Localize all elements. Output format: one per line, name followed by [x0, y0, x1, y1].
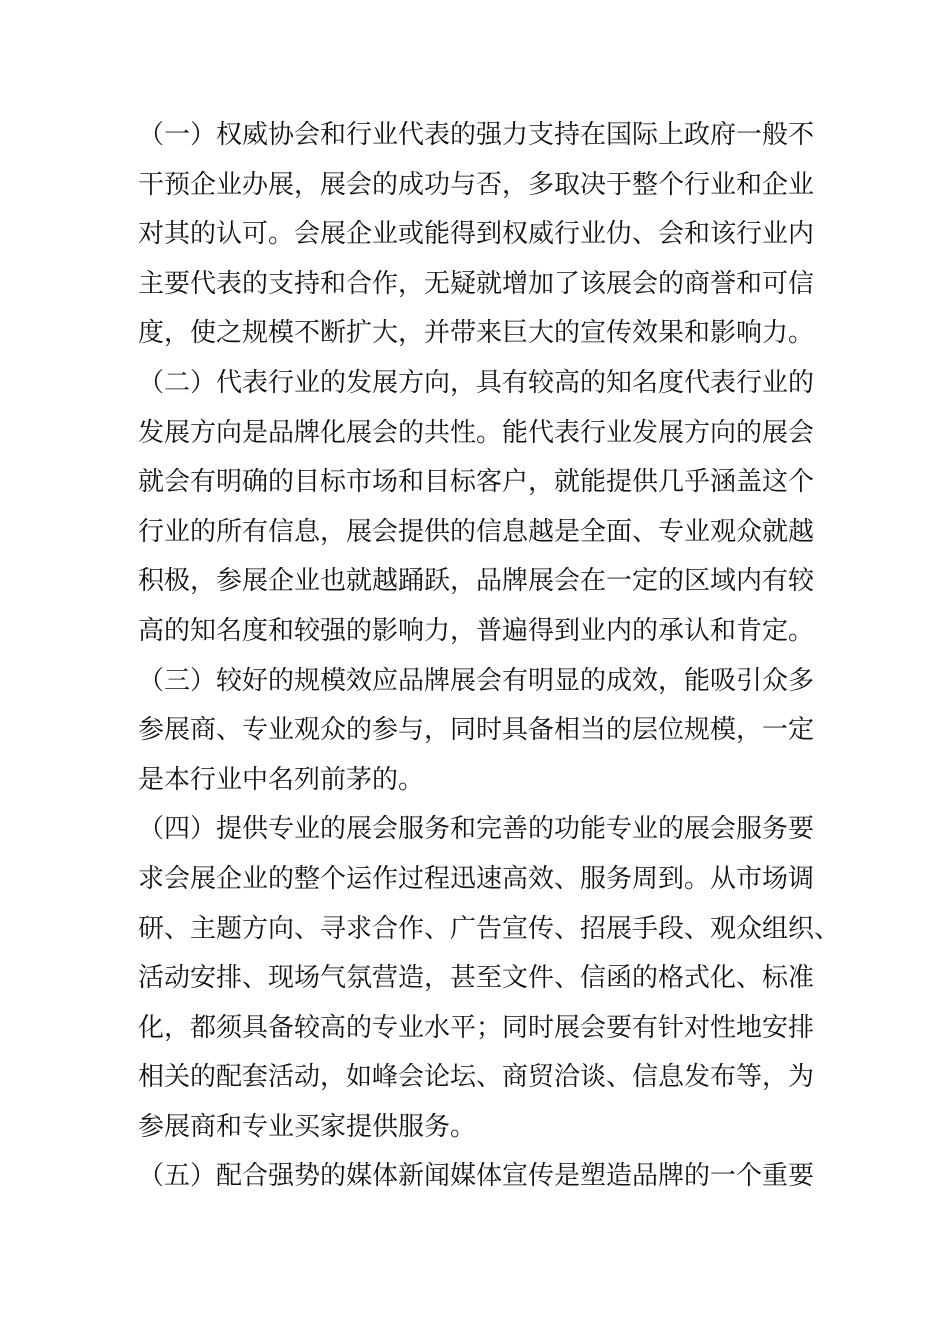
text-line: 对其的认可。会展企业或能得到权威行业仂、会和该行业内: [138, 219, 815, 250]
body-text: [138, 111, 841, 1202]
text-line: 度，使之规模不断扩大，并带来巨大的宣传效果和影响力。: [138, 318, 815, 349]
text-line: 相关的配套活动，如峰会论坛、商贸洽谈、信息发布等，为: [138, 1062, 815, 1093]
text-line: 化，都须具备较高的专业水平；同时展会要有针对性地安排: [138, 1012, 815, 1043]
text-line: （五）配合强势的媒体新闻媒体宣传是塑造品牌的一个重要: [138, 1161, 815, 1192]
text-line: 活动安排、现场气氛营造，甚至文件、信函的格式化、标准: [138, 963, 815, 994]
text-line: 参展商、专业观众的参与，同时具备相当的层位规模，一定: [138, 715, 815, 746]
text-line: 发展方向是品牌化展会的共性。能代表行业发展方向的展会: [138, 417, 815, 448]
text-line: 积极，参展企业也就越踊跃，品牌展会在一定的区域内有较: [138, 566, 815, 597]
text-line: 行业的所有信息，展会提供的信息越是全面、专业观众就越: [138, 516, 815, 547]
text-line: （二）代表行业的发展方向，具有较高的知名度代表行业的: [138, 367, 815, 398]
text-line: （三）较好的规模效应品牌展会有明显的成效，能吸引众多: [138, 665, 815, 696]
text-line: 研、主题方向、寻求合作、广告宣传、招展手段、观众组织、: [138, 913, 841, 944]
text-line: 主要代表的支持和合作，无疑就增加了该展会的商誉和可信: [138, 268, 815, 299]
text-line: 就会有明确的目标市场和目标客户，就能提供几乎涵盖这个: [138, 467, 815, 498]
text-line: 干预企业办展，展会的成功与否，多取决于整个行业和企业: [138, 169, 815, 200]
text-line: （一）权威协会和行业代表的强力支持在国际上政府一般不: [138, 120, 815, 150]
text-line: 是本行业中名列前茅的。: [138, 764, 425, 795]
text-line: 高的知名度和较强的影响力，普遍得到业内的承认和肯定。: [138, 615, 815, 646]
text-line: 求会展企业的整个运作过程迅速高效、服务周到。从市场调: [138, 863, 815, 894]
text-line: （四）提供专业的展会服务和完善的功能专业的展会服务要: [138, 814, 815, 845]
text-line: 参展商和专业买家提供服务。: [138, 1111, 477, 1142]
